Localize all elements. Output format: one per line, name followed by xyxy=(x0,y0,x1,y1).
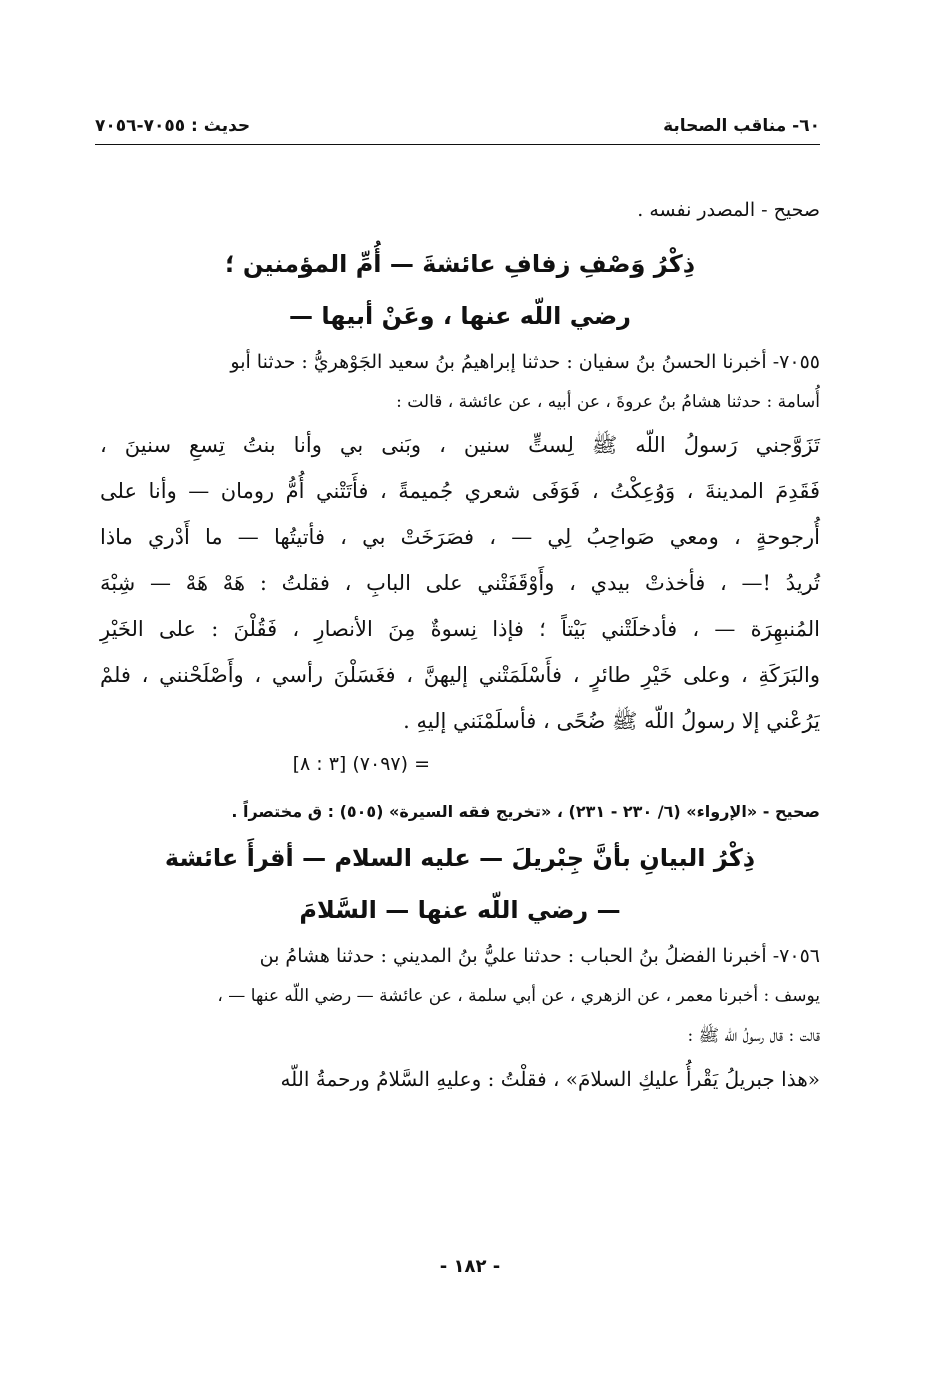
matn-line: فَقَدِمَ المدينةَ ، وَوُعِكْتُ ، فَوَفَى شعري جُميمةً ، فأَتَتْني أُمُّ رومان — وأنا على xyxy=(100,479,820,503)
page-body xyxy=(100,190,820,1102)
matn-line: يَرُعْني إلا رسولُ اللّه ﷺ ضُحًى ، فأسلَمْنَني إليهِ . xyxy=(403,709,820,733)
running-header xyxy=(95,108,820,144)
matn-line: تُريدُ !— ، فأخذتْ بيدي ، وأَوْقَفَتْني على البابِ ، فقلتُ : هَهْ هَهْ — شِبْهَ xyxy=(100,571,820,595)
chapter-heading-line: — رضي اللّه عنها — السَّلامَ xyxy=(299,896,621,924)
hadith-isnad: أُسامة : حدثنا هشامُ بنُ عروةَ ، عن أبيه ، عن عائشة ، قالت : xyxy=(396,392,820,412)
chapter-heading-line: ذِكْرُ البيانِ بأنَّ جِبْريلَ — عليه السلام — أقرأَ عائشة xyxy=(164,844,756,872)
matn-line: تَزَوَّجني رَسولُ اللّه ﷺ لِستٍّ سنين ، وبَنى بي وأنا بنتُ تِسعِ سنينَ ، xyxy=(100,433,820,457)
hadith-isnad: يوسف : أخبرنا معمر ، عن الزهري ، عن أبي سلمة ، عن عائشة — رضي اللّه عنها — ، xyxy=(217,986,820,1006)
hadith-isnad: قالت : قال رسولُ اللّه ﷺ : xyxy=(687,1026,820,1046)
chapter-title: ٦٠- مناقب الصحابة xyxy=(663,116,820,136)
matn-line: أُرجوحةٍ ، ومعي صَواحِبُ لِي — ، فصَرَخَتْ بي ، فأتيتُها — ما أَدْري ماذا xyxy=(100,525,820,549)
matn-line: المُنبهِرَة — ، فأدخلَتْني بَيْتاً ؛ فإذا نِسوةٌ مِنَ الأنصارِ ، فَقُلْنَ : على الخَيْرِ xyxy=(100,617,820,641)
hadith-matn xyxy=(100,422,820,744)
matn-line: والبَرَكَةِ ، وعلى خَيْرِ طائرٍ ، فأَسْلَمَتْني إليهنَّ ، فغَسَلْنَ رأسي ، وأَصْلَحْنني ، فلمْ xyxy=(100,663,820,687)
grading-note: صحيح - المصدر نفسه . xyxy=(637,199,820,221)
hadith-isnad: ٧٠٥٦- أخبرنا الفضلُ بنُ الحباب : حدثنا عليُّ بنُ المديني : حدثنا هشامُ بن xyxy=(259,945,820,967)
header-rule xyxy=(95,144,820,145)
cross-reference: = (٧٠٩٧) [٣ : ٨] xyxy=(292,753,430,775)
grading-note: صحيح - «الإرواء» (٦/ ٢٣٠ - ٢٣١) ، «تخريج فقه السيرة» (٥٠٥) : ق مختصراً . xyxy=(231,802,820,821)
chapter-heading-line: رضي اللّه عنها ، وعَنْ أبيها — xyxy=(289,302,631,330)
hadith-range: حديث : ٧٠٥٥-٧٠٥٦ xyxy=(95,116,251,136)
hadith-isnad: ٧٠٥٥- أخبرنا الحسنُ بنُ سفيان : حدثنا إبراهيمُ بنُ سعيد الجَوْهريُّ : حدثنا أبو xyxy=(230,351,820,373)
chapter-heading-line: ذِكْرُ وَصْفِ زفافِ عائشةَ — أُمِّ المؤمنين ؛ xyxy=(224,250,696,278)
page-number: - ١٨٢ - xyxy=(439,1256,501,1277)
hadith-matn: «هذا جبريلُ يَقْرأُ عليكِ السلامَ» ، فقلْتُ : وعليهِ السَّلامُ ورحمةُ اللّه xyxy=(280,1067,820,1091)
